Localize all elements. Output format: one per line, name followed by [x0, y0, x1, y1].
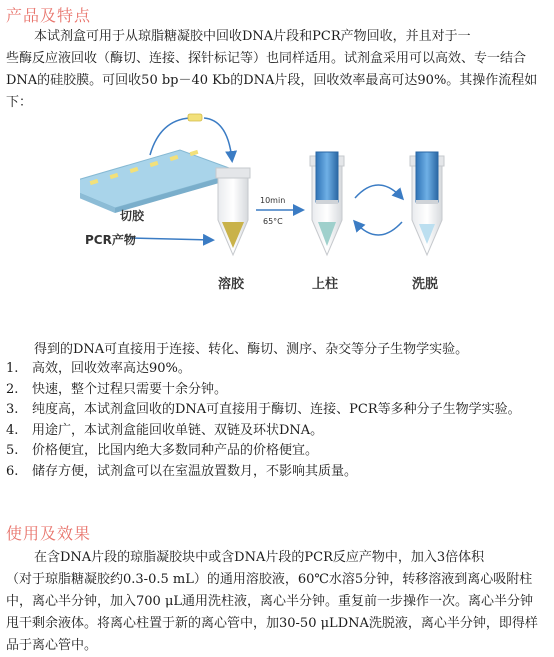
- feature-text: 储存方便，试剂盒可以在室温放置数月，不影响其质量。: [32, 463, 358, 479]
- intro-paragraph: [6, 26, 546, 114]
- feature-text: 用途广，本试剂盒能回收单链、双链及环状DNA。: [32, 422, 324, 438]
- tube-elute: [410, 152, 444, 255]
- feature-item: [6, 421, 546, 442]
- intro-first-line: 本试剂盒可用于从琼脂糖凝胶中回收DNA片段和PCR产物回收，并且对于一: [34, 29, 471, 44]
- intro-rest: 些酶反应液回收（酶切、连接、探针标记等）也同样适用。试剂盒采用可以高效、专一结合DNA的硅胶膜。可回收50 bp－40 Kb的DNA片段，回收效率最高可达90%。其操作流程如下：: [6, 51, 538, 110]
- feature-number: 2.: [6, 381, 19, 397]
- feature-number: 5.: [6, 443, 19, 458]
- usage-paragraph: [6, 547, 546, 657]
- label-cut-gel: 切胶: [120, 209, 145, 223]
- label-column: 上柱: [312, 277, 339, 292]
- feature-item: [6, 400, 546, 421]
- feature-text: 快速，整个过程只需要十余分钟。: [32, 381, 228, 397]
- feature-item: [6, 462, 546, 483]
- section-title-features: 产品及特点: [6, 6, 92, 25]
- feature-text: 纯度高，本试剂盒回收的DNA可直接用于酶切、连接、PCR等多种分子生物学实验。: [32, 402, 521, 417]
- temperature-label: 65°C: [263, 217, 283, 226]
- time-label: 10min: [260, 196, 286, 205]
- usage-rest: （对于琼脂糖凝胶约0.3-0.5 mL）的通用溶胶液，60℃水溶5分钟，转移溶液到离心吸附柱中，离心半分钟，加入700 μL通用洗柱液，离心半分钟。重复前一步操作一次。离心半分钟甩干剩余液体。将离心柱置于新的离心管中，加30-50 μLDNA洗脱液，离心半分钟，即得样品于离心管中。: [6, 572, 538, 653]
- features-list: [6, 359, 546, 482]
- feature-number: 3.: [6, 402, 19, 417]
- after-diagram-text: 得到的DNA可直接用于连接、转化、酶切、测序、杂交等分子生物学实验。: [34, 342, 469, 357]
- arrow-slice-to-tube: [204, 118, 232, 160]
- tube-dissolve: [216, 168, 250, 255]
- gel-slice: [188, 114, 202, 121]
- arrow-gel-to-tube: [150, 118, 190, 155]
- usage-first-line: 在含DNA片段的琼脂凝胶块中或含DNA片段的PCR反应产物中，加入3倍体积: [34, 550, 485, 565]
- arrow-pcr-to-tube: [130, 238, 212, 240]
- feature-number: 6.: [6, 463, 19, 479]
- workflow-diagram: [80, 110, 500, 325]
- label-elute: 洗脱: [412, 277, 439, 292]
- feature-text: 高效，回收效率高达90%。: [32, 361, 191, 376]
- feature-item: [6, 359, 546, 380]
- gel-plate: [80, 150, 240, 213]
- label-dissolve: 溶胶: [218, 277, 245, 292]
- cycle-arrows: [355, 185, 402, 235]
- tube-column: [310, 152, 344, 255]
- feature-number: 1.: [6, 361, 19, 376]
- label-pcr-product: PCR产物: [85, 233, 136, 247]
- feature-number: 4.: [6, 422, 19, 438]
- feature-item: [6, 441, 546, 462]
- feature-text: 价格便宜，比国内绝大多数同种产品的价格便宜。: [32, 443, 319, 458]
- section-title-usage: 使用及效果: [6, 524, 92, 543]
- feature-item: [6, 380, 546, 401]
